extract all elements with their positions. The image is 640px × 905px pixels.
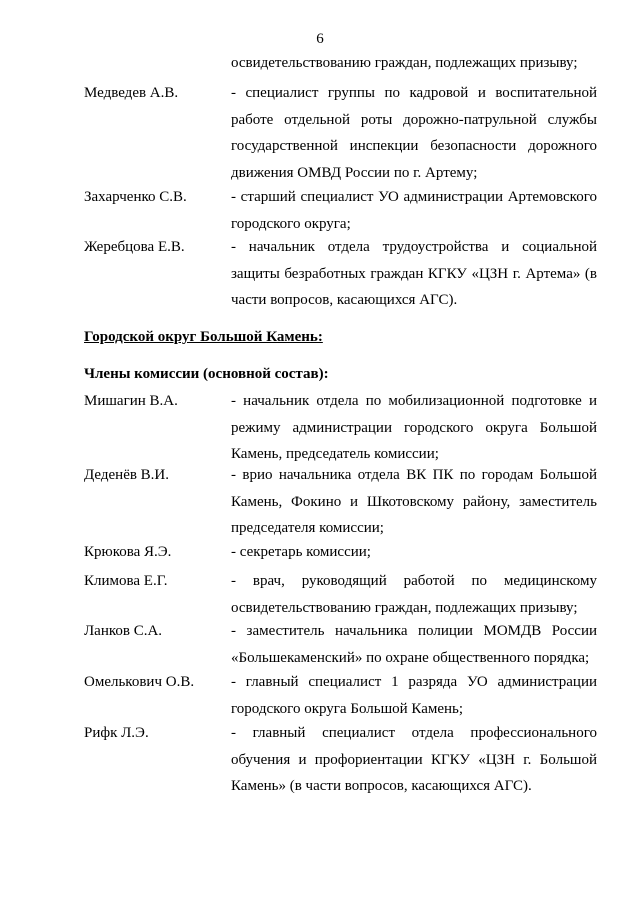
member-role: - главный специалист отдела профессионального обучения и профориентации КГКУ «ЦЗН г. Большой Камень» (в части вопросов, касающихся АГС). [231, 725, 597, 794]
member-role: - врио начальника отдела ВК ПК по городам Большой Камень, Фокино и Шкотовскому району, заместитель председателя комиссии; [231, 467, 597, 536]
member-role: - врач, руководящий работой по медицинскому освидетельствованию граждан, подлежащих призыву; [231, 573, 597, 616]
member-role: - старший специалист УО администрации Артемовского городского округа; [231, 189, 597, 232]
member-role: - заместитель начальника полиции МОМДВ России «Большекаменский» по охране общественного порядка; [231, 623, 597, 666]
member-name: Захарченко С.В. [84, 189, 187, 205]
section-heading: Городской округ Большой Камень: [84, 329, 323, 345]
continuation-text: освидетельствованию граждан, подлежащих призыву; [231, 55, 578, 71]
member-role: - начальник отдела по мобилизационной подготовке и режиму администрации городского округа Большой Камень, председатель комиссии; [231, 393, 597, 462]
member-name: Рифк Л.Э. [84, 725, 149, 741]
member-name: Климова Е.Г. [84, 573, 168, 589]
member-name: Деденёв В.И. [84, 467, 170, 483]
member-name: Крюкова Я.Э. [84, 544, 172, 560]
member-name: Медведев А.В. [84, 85, 179, 101]
section-subheading: Члены комиссии (основной состав): [84, 366, 329, 382]
member-role: - главный специалист 1 разряда УО администрации городского округа Большой Камень; [231, 674, 597, 717]
member-name: Ланков С.А. [84, 623, 163, 639]
page-number: 6 [316, 31, 324, 47]
member-role: - секретарь комиссии; [231, 544, 371, 560]
member-name: Мишагин В.А. [84, 393, 178, 409]
member-name: Жеребцова Е.В. [84, 239, 185, 255]
member-role: - начальник отдела трудоустройства и социальной защиты безработных граждан КГКУ «ЦЗН г. Артема» (в части вопросов, касающихся АГС). [231, 239, 597, 308]
member-name: Омелькович О.В. [84, 674, 195, 690]
member-role: - специалист группы по кадровой и воспитательной работе отдельной роты дорожно-патрульной службы государственной инспекции безопасности дорожного движения ОМВД России по г. Артему; [231, 85, 597, 181]
